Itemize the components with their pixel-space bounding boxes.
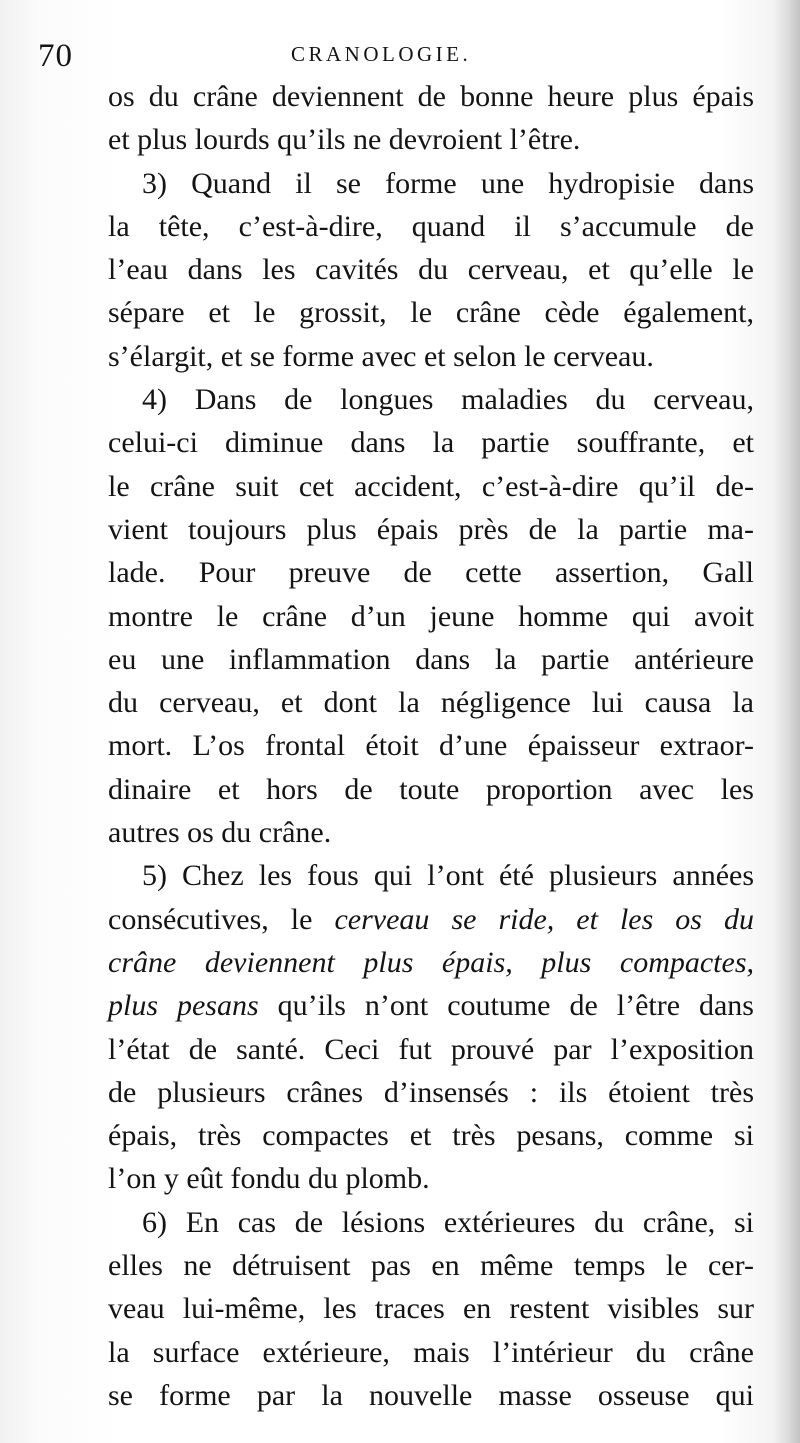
text-run: veau lui-même, les traces en restent visibles sur <box>108 1292 754 1326</box>
page-number: 70 <box>38 38 73 74</box>
text-line <box>108 1028 754 1071</box>
text-line <box>108 811 754 854</box>
running-header <box>0 34 800 74</box>
text-run: 5) Chez les fous qui l’ont été plusieurs années <box>142 859 754 893</box>
text-line <box>108 941 754 984</box>
text-line <box>108 508 754 551</box>
text-run: épais, très compactes et très pesans, comme si <box>108 1119 754 1153</box>
text-run: vient toujours plus épais près de la partie ma- <box>108 512 754 546</box>
text-line <box>108 551 754 594</box>
text-run: l’état de santé. Ceci fut prouvé par l’exposition <box>108 1032 754 1066</box>
text-line <box>108 421 754 464</box>
text-line <box>108 378 754 421</box>
text-line <box>108 118 754 161</box>
text-run: l’on y eût fondu du plomb. <box>108 1162 430 1196</box>
text-line <box>108 1374 754 1417</box>
text-run: sépare et le grossit, le crâne cède également, <box>108 296 754 330</box>
text-line <box>108 205 754 248</box>
text-run: eu une inflammation dans la partie antérieure <box>108 642 754 676</box>
text-run: 3) Quand il se forme une hydropisie dans <box>142 166 754 200</box>
text-run: la tête, c’est-à-dire, quand il s’accumule de <box>108 209 754 243</box>
text-run: et plus lourds qu’ils ne devroient l’être. <box>108 123 581 157</box>
text-line <box>108 1157 754 1200</box>
text-run: montre le crâne d’un jeune homme qui avoit <box>108 599 754 633</box>
text-run: autres os du crâne. <box>108 816 332 850</box>
italic-text-run: cerveau se ride, et les os du <box>334 902 755 936</box>
text-line <box>108 162 754 205</box>
text-run: os du crâne deviennent de bonne heure plus épais <box>108 80 754 113</box>
text-run: le crâne suit cet accident, c’est-à-dire qu’il de- <box>108 469 754 503</box>
text-line <box>108 681 754 724</box>
text-run: mort. L’os frontal étoit d’une épaisseur extraor- <box>108 729 754 763</box>
text-line <box>108 1201 754 1244</box>
text-run: la surface extérieure, mais l’intérieur du crâne <box>108 1335 754 1369</box>
body-text <box>108 75 754 1417</box>
text-line <box>108 465 754 508</box>
text-line <box>108 898 754 941</box>
text-line <box>108 1071 754 1114</box>
text-line <box>108 1287 754 1330</box>
text-run: 6) En cas de lésions extérieures du crâne, si <box>142 1205 754 1239</box>
text-run: elles ne détruisent pas en même temps le cer- <box>108 1249 754 1283</box>
text-line <box>108 291 754 334</box>
text-line <box>108 854 754 897</box>
text-line <box>108 335 754 378</box>
text-run: 4) Dans de longues maladies du cerveau, <box>142 383 754 417</box>
text-run: qu’ils n’ont coutume de l’être dans <box>258 989 754 1023</box>
text-line <box>108 1114 754 1157</box>
text-line <box>108 75 754 118</box>
text-run: s’élargit, et se forme avec et selon le cerveau. <box>108 339 654 373</box>
text-line <box>108 595 754 638</box>
text-line <box>108 768 754 811</box>
text-run: l’eau dans les cavités du cerveau, et qu’elle le <box>108 253 754 287</box>
text-line <box>108 984 754 1027</box>
text-run: de plusieurs crânes d’insensés : ils étoient très <box>108 1075 754 1109</box>
text-run: du cerveau, et dont la négligence lui causa la <box>108 686 754 720</box>
page-gutter-shadow <box>774 0 800 1443</box>
text-line <box>108 638 754 681</box>
text-line <box>108 1244 754 1287</box>
italic-text-run: plus pesans <box>108 989 259 1023</box>
text-line <box>108 248 754 291</box>
text-run: consécutives, le <box>108 902 335 936</box>
text-run: se forme par la nouvelle masse osseuse qui <box>108 1378 754 1412</box>
text-run: celui-ci diminue dans la partie souffrante, et <box>108 426 754 460</box>
text-line <box>108 724 754 767</box>
text-run: lade. Pour preuve de cette assertion, Gall <box>108 556 754 590</box>
running-title: CRANOLOGIE. <box>291 42 472 66</box>
text-run: dinaire et hors de toute proportion avec les <box>108 772 754 806</box>
text-line <box>108 1331 754 1374</box>
italic-text-run: crâne deviennent plus épais, plus compactes, <box>108 945 754 979</box>
